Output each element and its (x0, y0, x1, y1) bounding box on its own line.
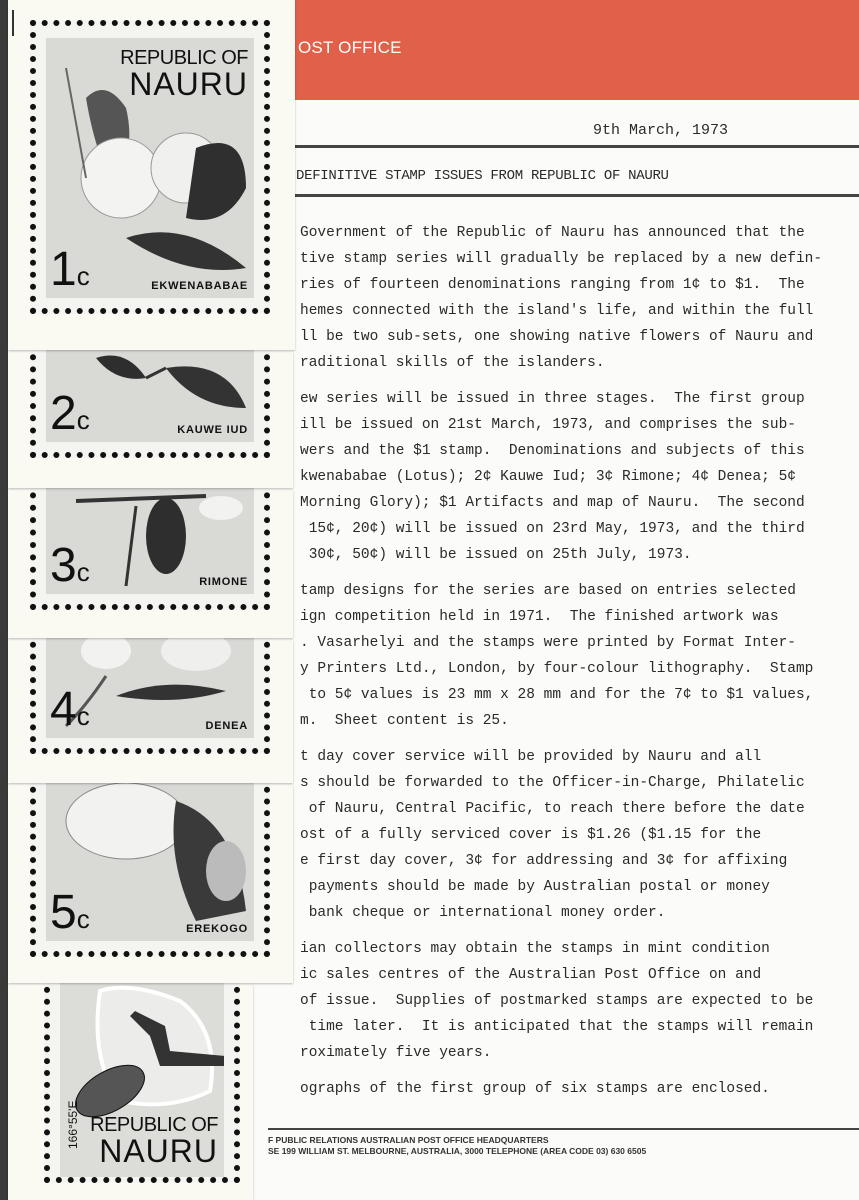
stamp-card-1c (8, 0, 295, 350)
unit: c (76, 261, 90, 291)
stamp-denomination (50, 539, 90, 592)
stamp-1c (30, 20, 270, 314)
country-line-2: NAURU (99, 1133, 218, 1169)
stamp-denomination (50, 683, 90, 736)
stamp-4c (30, 630, 270, 754)
divider (280, 194, 859, 197)
text-line: ll be two sub-sets, one showing native flowers of Nauru and (300, 329, 814, 345)
text-line: payments should be made by Australian postal or money (300, 879, 770, 895)
text-line: ill be issued on 21st March, 1973, and comprises the sub- (300, 417, 796, 433)
stamp-denomination (50, 243, 90, 296)
footer-line-1: F PUBLIC RELATIONS AUSTRALIAN POST OFFICE HEADQUARTERS (268, 1135, 549, 1145)
value: 2 (50, 387, 77, 440)
text-line: ost of a fully serviced cover is $1.26 ($1.15 for the (300, 827, 762, 843)
paragraph (300, 220, 822, 376)
text-line: Government of the Republic of Nauru has announced that the (300, 225, 805, 241)
stamp-name: DENEA (205, 720, 248, 732)
footer (268, 1135, 646, 1157)
footer-line-2: SE 199 WILLIAM ST. MELBOURNE, AUSTRALIA, 3000 TELEPHONE (AREA CODE 03) 630 6505 (268, 1146, 647, 1156)
stamp-name: KAUWE IUD (177, 424, 248, 436)
paragraph (300, 744, 822, 926)
text-line: Morning Glory); $1 Artifacts and map of Nauru. The second (300, 495, 805, 511)
stamp-name: EREKOGO (186, 923, 248, 935)
text-line: ic sales centres of the Australian Post Office on and (300, 967, 762, 983)
stamp-card-5c (8, 785, 293, 983)
country-line-1: REPUBLIC OF (90, 1114, 218, 1136)
letter-subject: DEFINITIVE STAMP ISSUES FROM REPUBLIC OF NAURU (296, 168, 669, 184)
letter-date: 9th March, 1973 (593, 122, 729, 139)
scan-edge (0, 0, 8, 1200)
paragraph (300, 386, 822, 568)
text-line: of issue. Supplies of postmarked stamps are expected to be (300, 993, 814, 1009)
stamp-1-dollar (44, 975, 240, 1183)
country-name (120, 48, 248, 100)
text-line: t day cover service will be provided by Nauru and all (300, 749, 762, 765)
stamp-5c (30, 775, 270, 957)
divider (280, 145, 859, 148)
text-line: ographs of the first group of six stamps are enclosed. (300, 1081, 770, 1097)
text-line: tamp designs for the series are based on entries selected (300, 583, 796, 599)
text-line: s should be forwarded to the Officer-in-Charge, Philatelic (300, 775, 805, 791)
text-line: 30¢, 50¢) will be issued on 25th July, 1973. (300, 547, 692, 563)
stamp-card-1-dollar (8, 985, 253, 1200)
stamp-name: EKWENABABAE (151, 280, 248, 292)
stamp-3c (30, 480, 270, 610)
text-line: ign competition held in 1971. The finished artwork was (300, 609, 779, 625)
value: 5 (50, 886, 77, 939)
letterhead-band (280, 0, 859, 100)
text-line: ries of fourteen denominations ranging from 1¢ to $1. The (300, 277, 805, 293)
text-line: m. Sheet content is 25. (300, 713, 509, 729)
text-line: time later. It is anticipated that the stamps will remain (300, 1019, 814, 1035)
country-name (90, 1115, 218, 1167)
text-line: roximately five years. (300, 1045, 492, 1061)
country-line-2: NAURU (129, 66, 248, 102)
text-line: ian collectors may obtain the stamps in mint condition (300, 941, 770, 957)
text-line: . Vasarhelyi and the stamps were printed by Format Inter- (300, 635, 796, 651)
value: 3 (50, 539, 77, 592)
text-line: to 5¢ values is 23 mm x 28 mm and for the 7¢ to $1 values, (300, 687, 814, 703)
country-line-1: REPUBLIC OF (120, 47, 248, 69)
text-line: ew series will be issued in three stages. The first group (300, 391, 805, 407)
stamp-denomination (50, 886, 90, 939)
text-line: 15¢, 20¢) will be issued on 23rd May, 1973, and the third (300, 521, 805, 537)
text-line: kwenababae (Lotus); 2¢ Kauwe Iud; 3¢ Rimone; 4¢ Denea; 5¢ (300, 469, 796, 485)
scan-mark (12, 10, 14, 36)
text-line: tive stamp series will gradually be replaced by a new defin- (300, 251, 823, 267)
stamp-denomination (50, 387, 90, 440)
text-line: raditional skills of the islanders. (300, 355, 605, 371)
value: 4 (50, 683, 77, 736)
unit: c (76, 557, 90, 587)
letterhead-org: OST OFFICE (298, 38, 402, 57)
stamp-card-3c (8, 490, 293, 638)
letter-body (300, 220, 822, 1112)
stamp-card-4c (8, 640, 293, 783)
text-line: e first day cover, 3¢ for addressing and 3¢ for affixing (300, 853, 788, 869)
unit: c (76, 904, 90, 934)
footer-divider (268, 1128, 859, 1130)
text-line: bank cheque or international money order. (300, 905, 666, 921)
longitude-label: 166°55'E (66, 1100, 80, 1149)
stamp-2c (30, 342, 270, 458)
text-line: hemes connected with the island's life, and within the full (300, 303, 814, 319)
paragraph (300, 1076, 822, 1102)
stamp-name: RIMONE (199, 576, 248, 588)
text-line: of Nauru, Central Pacific, to reach there before the date (300, 801, 805, 817)
paragraph (300, 936, 822, 1066)
unit: c (76, 701, 90, 731)
text-line: y Printers Ltd., London, by four-colour lithography. Stamp (300, 661, 814, 677)
text-line: wers and the $1 stamp. Denominations and subjects of this (300, 443, 805, 459)
value: 1 (50, 243, 77, 296)
stamp-card-2c (8, 352, 293, 488)
unit: c (76, 405, 90, 435)
paragraph (300, 578, 822, 734)
